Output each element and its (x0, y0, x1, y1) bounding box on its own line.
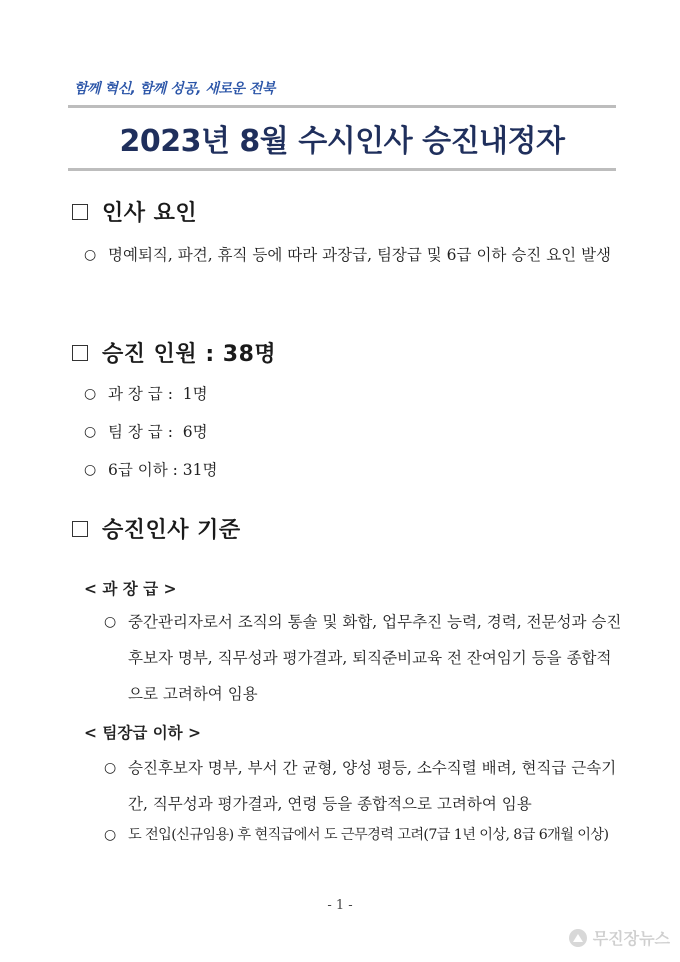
slogan: 함께 혁신, 함께 성공, 새로운 전북 (74, 81, 275, 97)
page-title: 2023년 8월 수시인사 승진내정자 (119, 124, 565, 159)
circle-outline-icon: ○ (84, 386, 97, 402)
section-heading-text: 승진 인원 : 38명 (102, 342, 277, 367)
list-item-text: 팀 장 급 : 6명 (108, 423, 208, 441)
list-item-text: 6급 이하 : 31명 (108, 461, 218, 479)
circle-outline-icon: ○ (104, 760, 117, 776)
square-outline-icon (72, 345, 88, 361)
section-heading-text: 승진인사 기준 (102, 518, 241, 543)
list-item-text: 도 전입(신규임용) 후 현직급에서 도 근무경력 고려(7급 1년 이상, 8급 6개월 이상) (128, 827, 609, 843)
section-heading-promotion-count (72, 337, 276, 368)
list-item (104, 604, 624, 712)
square-outline-icon (72, 204, 88, 220)
list-item (104, 750, 624, 822)
section-heading-promotion-criteria (72, 513, 241, 544)
list-item (84, 237, 624, 273)
list-item (84, 376, 624, 412)
watermark-text: 무진장뉴스 (592, 929, 670, 948)
circle-outline-icon: ○ (104, 614, 117, 630)
list-item-text: 중간관리자로서 조직의 통솔 및 화합, 업무추진 능력, 경력, 전문성과 승진후보자 명부, 직무성과 평가결과, 퇴직준비교육 전 잔여임기 등을 종합적으로 고려하여 임용 (128, 613, 622, 703)
list-item-text: 승진후보자 명부, 부서 간 균형, 양성 평등, 소수직렬 배려, 현직급 근속기간, 직무성과 평가결과, 연령 등을 종합적으로 고려하여 임용 (128, 759, 617, 813)
subgroup-label-division-head: < 과 장 급 > (84, 579, 177, 598)
page-number: - 1 - (327, 898, 353, 913)
subgroup-label-team-head-below: < 팀장급 이하 > (84, 723, 202, 742)
list-item (84, 414, 624, 450)
list-item (104, 817, 624, 853)
title-rule-bottom (68, 168, 616, 171)
list-item-text: 명예퇴직, 파견, 휴직 등에 따라 과장급, 팀장급 및 6급 이하 승진 요인 발생 (108, 246, 612, 264)
section-heading-text: 인사 요인 (102, 201, 198, 226)
circle-outline-icon: ○ (84, 247, 97, 263)
list-item-text: 과 장 급 : 1명 (108, 385, 208, 403)
circle-outline-icon: ○ (84, 424, 97, 440)
list-item (84, 452, 624, 488)
square-outline-icon (72, 521, 88, 537)
title-rule-top (68, 105, 616, 108)
circle-outline-icon: ○ (104, 827, 116, 843)
mountain-logo-icon (569, 929, 587, 947)
watermark (569, 926, 670, 949)
circle-outline-icon: ○ (84, 462, 97, 478)
section-heading-personnel-factors (72, 196, 197, 227)
